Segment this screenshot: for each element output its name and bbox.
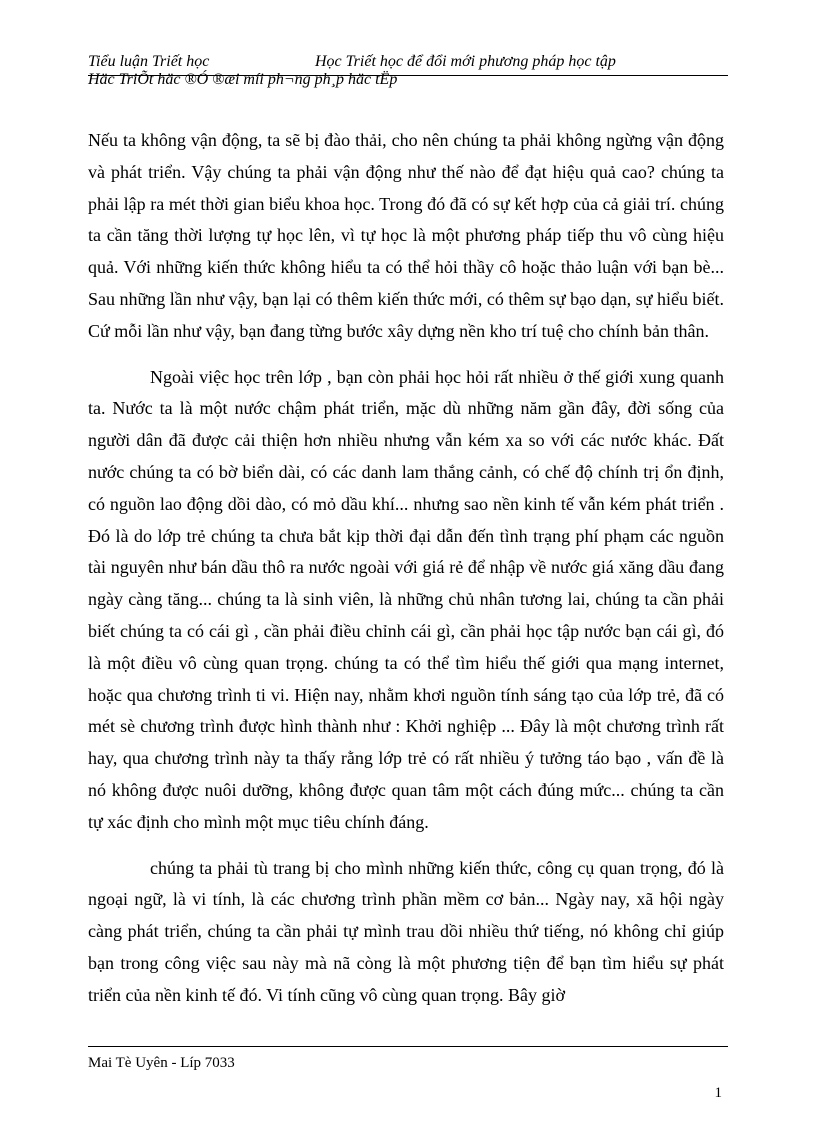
document-body [88,125,724,1026]
header-divider [88,75,728,76]
page-number: 1 [714,1085,722,1101]
page-header [88,52,728,90]
footer-author: Mai Tè Uyên - Líp 7033 [88,1055,235,1071]
header-essay-title: Học Triết học để đổi mới phương pháp học tập [315,53,616,70]
paragraph-3: chúng ta phải tù trang bị cho mình những kiến thức, công cụ quan trọng, đó là ngoại ngữ, là vi tính, là các chương trình phần mềm cơ bản... Ngày nay, xã hội ngày càng phát triển, chúng ta cần phải tự mình trau dồi nhiều thứ tiếng, nó không chỉ giúp bạn trong công việc sau này mà nã còng là một phương tiện để bạn tìm hiểu sự phát triển của nền kinh tế đó. Vi tính cũng vô cùng quan trọng. Bây giờ [88,857,724,1005]
paragraph-2: Ngoài việc học trên lớp , bạn còn phải học hỏi rất nhiều ở thế giới xung quanh ta. Nước ta là một nước chậm phát triển, mặc dù những năm gần đây, đời sống của người dân đã được cải thiện hơn nhiều nhưng vẫn kém xa so với các nước khác. Đất nước chúng ta có bờ biển dài, có các danh lam thắng cảnh, có chế độ chính trị ổn định, có nguồn lao động dồi dào, có mỏ dầu khí... nhưng sao nền kinh tế vẫn kém phát triển . Đó là do lớp trẻ chúng ta chưa bắt kịp thời đại dẫn đến tình trạng phí phạm các nguồn tài nguyên như bán dầu thô ra nước ngoài với giá rẻ để nhập về nước giá xăng dầu đang ngày càng tăng... chúng ta là sinh viên, là những chủ nhân tương lai, chúng ta cần phải biết chúng ta có cái gì , cần phải điều chỉnh cái gì, cần phải học tập nước bạn cái gì, đó là một điều vô cùng quan trọng. chúng ta có thể tìm hiểu thế giới qua mạng internet, hoặc qua chương trình ti vi. Hiện nay, nhằm khơi nguồn tính sáng tạo của lớp trẻ, đã có mét sè chương trình được hình thành như : Khởi nghiệp ... Đây là một chương trình rất hay, qua chương trình này ta thấy rằng lớp trẻ có rất nhiều ý tưởng táo bạo , vấn đề là nó không được nuôi dưỡng, không được quan tâm một cách đúng mức... chúng ta cần tự xác định cho mình một mục tiêu chính đáng. [88,366,724,832]
header-course-title: Tiểu luận Triết học [88,53,210,70]
header-garbled-title: Häc TriÕt häc ®Ó ®æi míi ph¬ng ph¸p häc tËp [88,71,398,88]
footer-divider [88,1046,728,1047]
header-row [88,52,728,72]
paragraph-1: Nếu ta không vận động, ta sẽ bị đào thải, cho nên chúng ta phải không ngừng vận động và phát triển. Vậy chúng ta phải vận động như thế nào để đạt hiệu quả cao? chúng ta phải lập ra mét thời gian biểu khoa học. Trong đó đã có sự kết hợp của cả giải trí. chúng ta cần tăng thời lượng tự học lên, vì tự học là một phương pháp tiếp thu vô cùng hiệu quả. Với những kiến thức không hiểu ta có thể hỏi thầy cô hoặc thảo luận với bạn bè... Sau những lần như vậy, bạn lại có thêm kiến thức mới, có thêm sự bạo dạn, sự hiểu biết. Cứ mỗi lần như vậy, bạn đang từng bước xây dựng nền kho trí tuệ cho chính bản thân. [88,130,724,341]
